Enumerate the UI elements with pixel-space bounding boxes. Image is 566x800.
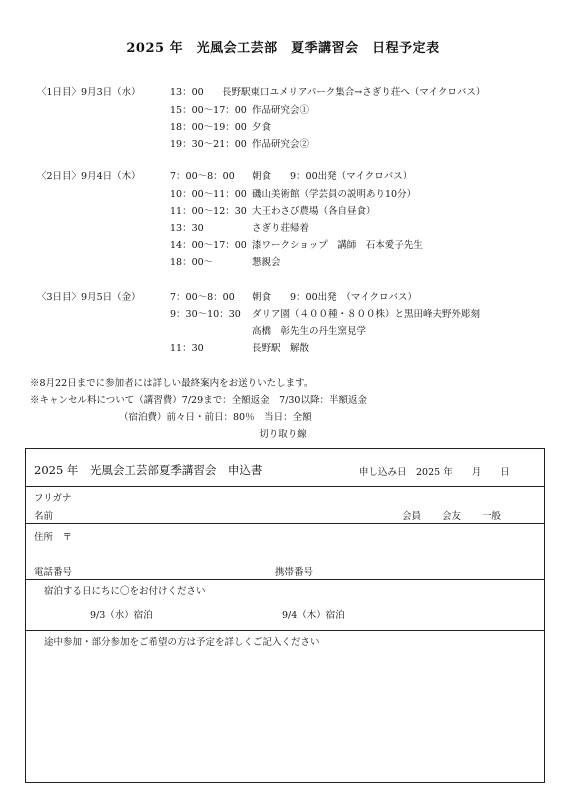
day1-desc-1: 長野駅東口ユメリアパーク集合→さぎり荘へ（マイクロバス） [222,87,486,98]
day1-time-4: 19：30～21：00 [170,139,247,150]
day3-label: 〈3日目〉9月5日（金） [37,292,141,303]
day2-desc-5: 漆ワークショップ 講師 石本愛子先生 [252,240,423,251]
day2-desc-6: 懇親会 [252,257,281,268]
page-title: 2025 年 光風会工芸部 夏季講習会 日程予定表 [126,41,440,56]
day2-time-2: 10：00～11：00 [170,189,247,200]
cut-line-label: 切り取り線 [259,429,307,440]
day3-time-1: 7：00～8：00 [170,292,235,303]
note-cancel-lodging: （宿泊費）前々日・前日：80％ 当日：全額 [119,412,312,423]
day2-desc-1: 朝食 9：00出発（マイクロバス） [252,171,413,182]
form-heading: 2025 年 光風会工芸部夏季講習会 申込書 [34,463,263,477]
note-cancel-course: ※キャンセル料について（講習費）7/29まで：全額返金 7/30以降：半額返金 [30,395,367,406]
day3-time-4: 11：30 [170,343,204,354]
day1-desc-2: 作品研究会① [252,105,310,116]
day3-desc-1: 朝食 9：00出発 （マイクロバス） [252,292,418,303]
day2-time-1: 7：00～8：00 [170,171,235,182]
day2-time-3: 11：00～12：30 [170,206,247,217]
membership-option-associate[interactable]: 会友 [442,511,462,522]
stay-option-sep4[interactable]: 9/4（木）宿泊 [282,610,345,621]
divider [26,486,544,487]
day2-time-5: 14：00～17：00 [170,240,247,251]
application-date-field[interactable]: 申し込み日 2025 年 月 日 [359,467,510,478]
phone-field[interactable]: 電話番号 [34,567,73,578]
day1-desc-3: 夕食 [252,122,272,133]
remarks-field[interactable]: 途中参加・部分参加をご希望の方は予定を詳しくご記入ください [44,637,320,648]
day2-desc-4: さぎり荘帰着 [252,223,310,234]
day2-label: 〈2日目〉9月4日（木） [37,171,141,182]
day1-time-1: 13：00 [170,87,204,98]
day2-time-6: 18：00～ [170,257,214,268]
furigana-field[interactable]: フリガナ [34,493,72,504]
day3-desc-3: 高橋 彰先生の丹生窯見学 [252,326,367,337]
divider [26,523,544,524]
name-field[interactable]: 名前 [34,511,54,522]
day1-label: 〈1日目〉9月3日（水） [37,87,141,98]
day2-desc-3: 大王わさび農場（各自昼食） [252,206,376,217]
day3-time-2: 9：30～10：30 [170,309,241,320]
day3-desc-4: 長野駅 解散 [252,343,310,354]
divider [26,579,544,580]
membership-option-general[interactable]: 一般 [482,511,502,522]
note-deadline: ※8月22日までに参加者には詳しい最終案内をお送りいたします。 [30,378,314,389]
divider [26,630,544,631]
day3-desc-2: ダリア園（４００種・８００株）と黒田峰夫野外彫刻 [252,309,481,320]
application-form [25,448,545,783]
stay-option-sep3[interactable]: 9/3（水）宿泊 [90,610,153,621]
day2-desc-2: 磯山美術館（学芸員の説明あり10分） [252,189,417,200]
address-field[interactable]: 住所 〒 [34,532,73,543]
day1-desc-4: 作品研究会② [252,139,310,150]
membership-option-member[interactable]: 会員 [402,511,422,522]
day2-time-4: 13：30 [170,223,204,234]
mobile-field[interactable]: 携帯番号 [275,567,314,578]
day1-time-3: 18：00～19：00 [170,122,247,133]
stay-prompt: 宿泊する日にちに〇をお付けください [44,586,206,597]
day1-time-2: 15：00～17：00 [170,105,247,116]
